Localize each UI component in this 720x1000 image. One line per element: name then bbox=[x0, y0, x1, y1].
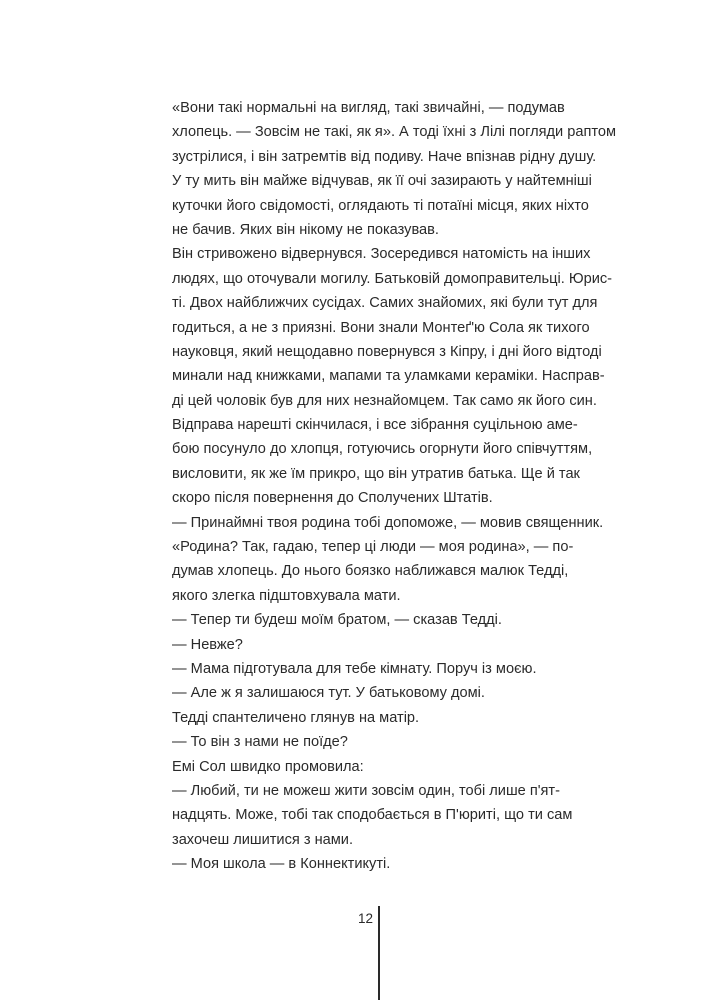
text-line: ті. Двох найближчих сусідах. Самих знайомих, які були тут для bbox=[172, 295, 598, 312]
page-body-text bbox=[172, 96, 617, 877]
text-line: — Мама підготувала для тебе кімнату. Поруч із моєю. bbox=[172, 660, 537, 677]
text-line: годиться, а не з приязні. Вони знали Монтеґ'ю Сола як тихого bbox=[172, 319, 590, 336]
text-line: зустрілися, і він затремтів від подиву. Наче впізнав рідну душу. bbox=[172, 148, 597, 165]
text-line: Відправа нарешті скінчилася, і все зібрання суцільною аме- bbox=[172, 417, 578, 434]
text-line: — Любий, ти не можеш жити зовсім один, тобі лише п'ят- bbox=[172, 782, 560, 799]
text-line: скоро після повернення до Сполучених Штатів. bbox=[172, 490, 493, 507]
text-line: куточки його свідомості, оглядають ті потаїні місця, яких ніхто bbox=[172, 197, 589, 214]
text-line: ді цей чоловік був для них незнайомцем. Так само як його син. bbox=[172, 392, 597, 409]
text-line: — Принаймні твоя родина тобі допоможе, — мовив священник. bbox=[172, 514, 604, 531]
text-line: У ту мить він майже відчував, як її очі зазирають у найтемніші bbox=[172, 173, 592, 190]
text-line: Тедді спантеличено глянув на матір. bbox=[172, 709, 420, 726]
text-line: людях, що оточували могилу. Батьковій домоправительці. Юрис- bbox=[172, 270, 612, 287]
text-line: науковця, який нещодавно повернувся з Кіпру, і дні його відтоді bbox=[172, 343, 602, 360]
text-line: думав хлопець. До нього боязко наближався малюк Тедді, bbox=[172, 563, 569, 580]
text-line: бою посунуло до хлопця, готуючись огорнути його співчуттям, bbox=[172, 441, 593, 458]
text-line: якого злегка підштовхувала мати. bbox=[172, 587, 401, 604]
text-line: захочеш лишитися з нами. bbox=[172, 831, 353, 848]
text-line: минали над книжками, мапами та уламками кераміки. Насправ- bbox=[172, 368, 605, 385]
text-line: висловити, як же їм прикро, що він утратив батька. Ще й так bbox=[172, 465, 580, 482]
text-line: — Невже? bbox=[172, 636, 243, 653]
text-line: «Родина? Так, гадаю, тепер ці люди — моя родина», — по- bbox=[172, 539, 574, 556]
text-line: не бачив. Яких він нікому не показував. bbox=[172, 221, 439, 238]
text-line: «Вони такі нормальні на вигляд, такі звичайні, — подумав bbox=[172, 100, 565, 116]
text-line: хлопець. — Зовсім не такі, як я». А тоді їхні з Лілі погляди раптом bbox=[172, 124, 617, 141]
text-line: Емі Сол швидко промовила: bbox=[172, 758, 364, 775]
page-number-rule bbox=[378, 906, 380, 1000]
text-line: — Тепер ти будеш моїм братом, — сказав Тедді. bbox=[172, 612, 502, 629]
text-line: надцять. Може, тобі так сподобається в П'юриті, що ти сам bbox=[172, 807, 573, 824]
text-line: — То він з нами не поїде? bbox=[172, 734, 348, 751]
text-line: Він стривожено відвернувся. Зосередився натомість на інших bbox=[172, 246, 591, 263]
text-line: — Але ж я залишаюся тут. У батьковому домі. bbox=[172, 685, 485, 702]
page-number: 12 bbox=[357, 911, 373, 926]
text-line: — Моя школа — в Коннектикуті. bbox=[172, 856, 391, 873]
